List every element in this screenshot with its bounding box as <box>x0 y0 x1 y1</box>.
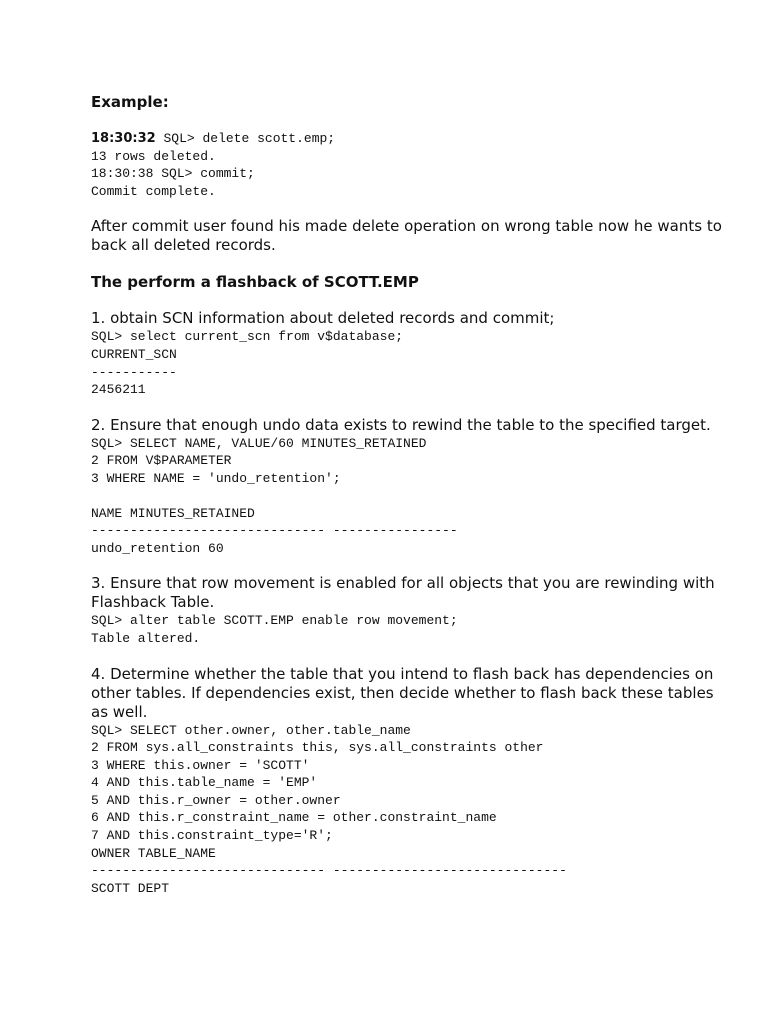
step-2-result: NAME MINUTES_RETAINED ------------------------------ ---------------- undo_retention 60 <box>91 505 458 556</box>
step-3-text: 3. Ensure that row movement is enabled for all objects that you are rewinding with Flashback Table. <box>91 574 715 612</box>
step-1-text: 1. obtain SCN information about deleted records and commit; <box>91 309 555 328</box>
example-heading: Example: <box>91 93 169 111</box>
example-time: 18:30:32 <box>91 131 156 146</box>
step-2-code: SQL> SELECT NAME, VALUE/60 MINUTES_RETAINED 2 FROM V$PARAMETER 3 WHERE NAME = 'undo_retention'; <box>91 435 427 486</box>
example-code-block <box>91 130 731 200</box>
step-4-code: SQL> SELECT other.owner, other.table_name 2 FROM sys.all_constraints this, sys.all_constraints other 3 WHERE this.owner = 'SCOTT' 4 AND this.table_name = 'EMP' 5 AND this.r_owner = other.owner 6 AND this.r_constraint_name = other.constraint_name 7 AND this.constraint_type='R'; OWNER TABLE_NAME ------------------------------ ------------------------------ SCOTT DEPT <box>91 722 567 896</box>
example-code-line-3: 18:30:38 SQL> commit; <box>91 166 255 182</box>
step-2-text: 2. Ensure that enough undo data exists to rewind the table to the specified target. <box>91 415 711 434</box>
after-commit-paragraph: After commit user found his made delete operation on wrong table now he wants to back all deleted records. <box>91 217 722 255</box>
example-code-line-4: Commit complete. <box>91 183 216 199</box>
document-page <box>91 92 731 897</box>
example-code-line-2: 13 rows deleted. <box>91 148 216 164</box>
step-1-code: SQL> select current_scn from v$database; CURRENT_SCN ----------- 2456211 <box>91 329 404 398</box>
step-4-text: 4. Determine whether the table that you intend to flash back has dependencies on other tables. If dependencies exist, then decide whether to flash back these tables as well. <box>91 664 714 721</box>
example-code-line-1: SQL> delete scott.emp; <box>155 131 336 146</box>
step-3-code: SQL> alter table SCOTT.EMP enable row movement; Table altered. <box>91 613 458 646</box>
flashback-heading: The perform a flashback of SCOTT.EMP <box>91 273 419 292</box>
